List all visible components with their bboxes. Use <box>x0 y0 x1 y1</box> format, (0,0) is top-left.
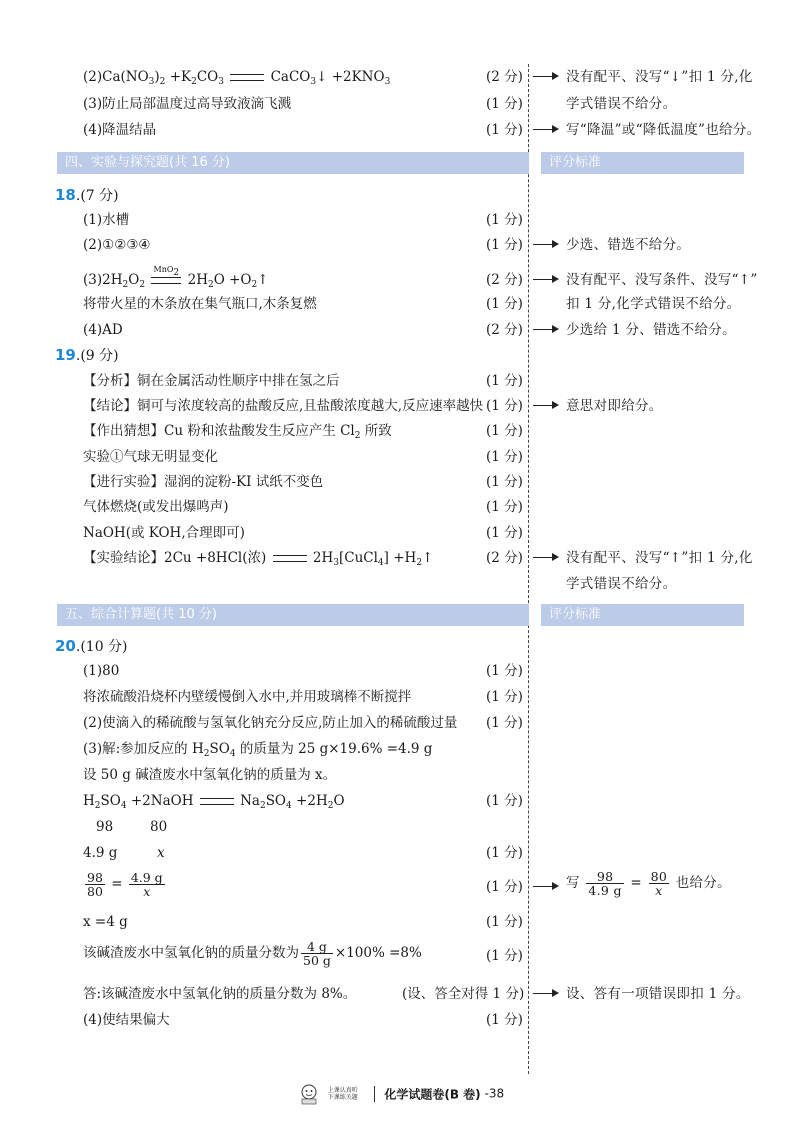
points: (1 分) <box>486 296 523 312</box>
points: (2 分) <box>486 550 523 566</box>
equals-sign <box>273 555 307 562</box>
points: (2 分) <box>486 69 523 85</box>
catalyst-equals: MnO$_2$ <box>151 277 181 284</box>
points: (1 分) <box>486 122 523 138</box>
grading-note: 少选、错选不给分。 <box>566 237 691 253</box>
grading-note: 没有配平、没写条件、没写“↑” <box>566 272 758 288</box>
grading-note: 少选给 1 分、错选不给分。 <box>566 322 736 338</box>
q19-hypothesis: 【作出猜想】Cu 粉和浓盐酸发生反应产生 $Cl_2$ 所致 <box>83 423 392 441</box>
points: (1 分) <box>486 96 523 112</box>
final-answer: 答:该碱渣废水中氢氧化钠的质量分数为 8%。 <box>83 986 357 1002</box>
exam-title: 化学试题卷(B 卷) <box>384 1087 481 1102</box>
section-title: 四、实验与探究题(共 16 分) <box>65 155 230 170</box>
fraction: $\frac{4.9 g}{x}$ <box>130 870 163 899</box>
arrow-right-icon <box>529 397 561 415</box>
arrow-right-icon <box>529 321 561 339</box>
arrow-right-icon <box>529 549 561 567</box>
grading-note: 没有配平、没写“↑”扣 1 分,化 <box>566 550 753 566</box>
points: (1 分) <box>486 474 523 490</box>
q20-1-answer: (1)80 <box>83 663 120 679</box>
fraction: $\frac{98}{80}$ <box>87 870 103 899</box>
points: (1 分) <box>486 398 523 414</box>
points: (2 分) <box>486 322 523 338</box>
q17-2-equation: $(2)Ca(NO_3)_2 +K_2CO_3$ CaCO$_3$↓ $+2KNO_3$ <box>83 69 391 87</box>
q20-4-answer: (4)使结果偏大 <box>83 1012 170 1028</box>
molar-mass-98: 98 <box>96 819 114 835</box>
q18-1-answer: (1)水槽 <box>83 212 130 228</box>
arrow-right-icon <box>529 878 561 896</box>
section-header <box>57 604 529 626</box>
points: (1 分) <box>486 689 523 705</box>
q19-experiment-1: 实验①气球无明显变化 <box>83 449 218 465</box>
q20-3-let: 设 50 g 碱渣废水中氢氧化钠的质量为 x。 <box>83 767 337 783</box>
q18-4-answer: (4)AD <box>83 322 123 338</box>
grading-title: 评分标准 <box>549 155 602 170</box>
points: (设、答全对得 1 分) <box>402 986 525 1002</box>
molar-mass-80: 80 <box>150 819 168 835</box>
question-number: 18.(7 分) <box>55 186 119 204</box>
grading-note: 没有配平、没写“↓”扣 1 分,化 <box>566 69 753 85</box>
points: (1 分) <box>486 663 523 679</box>
points: (1 分) <box>486 793 523 809</box>
grading-note: 学式错误不给分。 <box>566 96 677 112</box>
page-number: -38 <box>484 1086 505 1101</box>
question-number: 19.(9 分) <box>55 346 119 364</box>
arrow-right-icon <box>529 271 561 289</box>
points: (1 分) <box>486 237 523 253</box>
grading-note: 写 $\frac{98}{4.9 g}$ = $\frac{80}{x}$ 也给分。 <box>566 869 731 898</box>
q20-3-equation: $H_2SO_4$ +2NaOH $Na_2SO_4 +2H_2O$ <box>83 793 345 811</box>
points: (1 分) <box>486 449 523 465</box>
mascot-logo-icon <box>296 1083 322 1105</box>
q17-3-answer: (3)防止局部温度过高导致液滴飞溅 <box>83 96 292 112</box>
points: (1 分) <box>486 845 523 861</box>
arrow-right-icon <box>529 236 561 254</box>
points: (1 分) <box>486 1012 523 1028</box>
grading-note: 写“降温”或“降低温度”也给分。 <box>566 122 761 138</box>
arrow-right-icon <box>529 985 561 1003</box>
q20-2-answer: (2)使滴入的稀硫酸与氢氧化钠充分反应,防止加入的稀硫酸过量 <box>83 715 458 731</box>
q19-gas: 气体燃烧(或发出爆鸣声) <box>83 499 229 515</box>
points: (1 分) <box>486 914 523 930</box>
q19-naoh: NaOH(或 KOH,合理即可) <box>83 525 245 541</box>
column-divider <box>528 64 529 1074</box>
points: (1 分) <box>486 525 523 541</box>
points: (1 分) <box>486 879 523 895</box>
grading-header <box>541 152 744 174</box>
grading-note: 意思对即给分。 <box>566 398 663 414</box>
arrow-right-icon <box>529 121 561 139</box>
q19-result-equation: 【实验结论】2Cu +8HCl(浓) $2H_3[CuCl_4]$ $+H_2↑$ <box>83 550 434 568</box>
arrow-right-icon <box>529 68 561 86</box>
grading-note: 学式错误不给分。 <box>566 576 677 592</box>
points: (1 分) <box>486 373 523 389</box>
q19-analysis: 【分析】铜在金属活动性顺序中排在氢之后 <box>83 373 340 389</box>
q17-4-answer: (4)降温结晶 <box>83 122 157 138</box>
q18-2-answer: (2)①②③④ <box>83 237 151 253</box>
footer-separator <box>374 1086 375 1102</box>
proportion: $\frac{98}{80}$ = $\frac{4.9 g}{x}$ <box>87 870 163 899</box>
equals-sign <box>230 74 264 81</box>
fraction: $\frac{98}{4.9 g}$ <box>588 869 622 898</box>
points: (1 分) <box>486 715 523 731</box>
q19-conclusion: 【结论】铜可与浓度较高的盐酸反应,且盐酸浓度越大,反应速率越快 <box>83 398 484 414</box>
q18-3-equation: $(3)2H_2O_2$ MnO$_2$ $2H_2O$ $+O_2↑$ <box>83 265 269 290</box>
q18-3b-answer: 将带火星的木条放在集气瓶口,木条复燃 <box>83 296 317 312</box>
x-result: x =4 g <box>83 914 128 930</box>
fraction: $\frac{4 g}{50 g}$ <box>303 939 331 968</box>
grading-title: 评分标准 <box>549 607 602 622</box>
equals-sign <box>200 798 234 805</box>
slogan: 上课认真听 下课练关题 <box>327 1087 358 1101</box>
points: (1 分) <box>486 423 523 439</box>
fraction: $\frac{80}{x}$ <box>650 869 668 898</box>
q19-experiment: 【进行实验】湿润的淀粉-KI 试纸不变色 <box>83 474 324 490</box>
mass-value: 4.9 g <box>83 845 118 861</box>
points: (1 分) <box>486 499 523 515</box>
points: (2 分) <box>486 272 523 288</box>
question-number: 20.(10 分) <box>55 637 128 655</box>
mass-fraction: 该碱渣废水中氢氧化钠的质量分数为 $\frac{4 g}{50 g}$ ×100% =8% <box>83 939 422 968</box>
unknown-x: x <box>157 845 165 861</box>
q20-3-solution: (3)解:参加反应的 $H_2SO_4$ 的质量为 25 g×19.6% =4.9 g <box>83 741 433 759</box>
grading-header <box>541 604 744 626</box>
grading-note: 设、答有一项错误即扣 1 分。 <box>566 986 750 1002</box>
points: (1 分) <box>486 948 523 964</box>
q20-1b-answer: 将浓硫酸沿烧杯内壁缓慢倒入水中,并用玻璃棒不断搅拌 <box>83 689 412 705</box>
page-footer <box>0 1083 800 1105</box>
section-header <box>57 152 529 174</box>
points: (1 分) <box>486 212 523 228</box>
grading-note: 扣 1 分,化学式错误不给分。 <box>566 296 741 312</box>
section-title: 五、综合计算题(共 10 分) <box>65 607 217 622</box>
